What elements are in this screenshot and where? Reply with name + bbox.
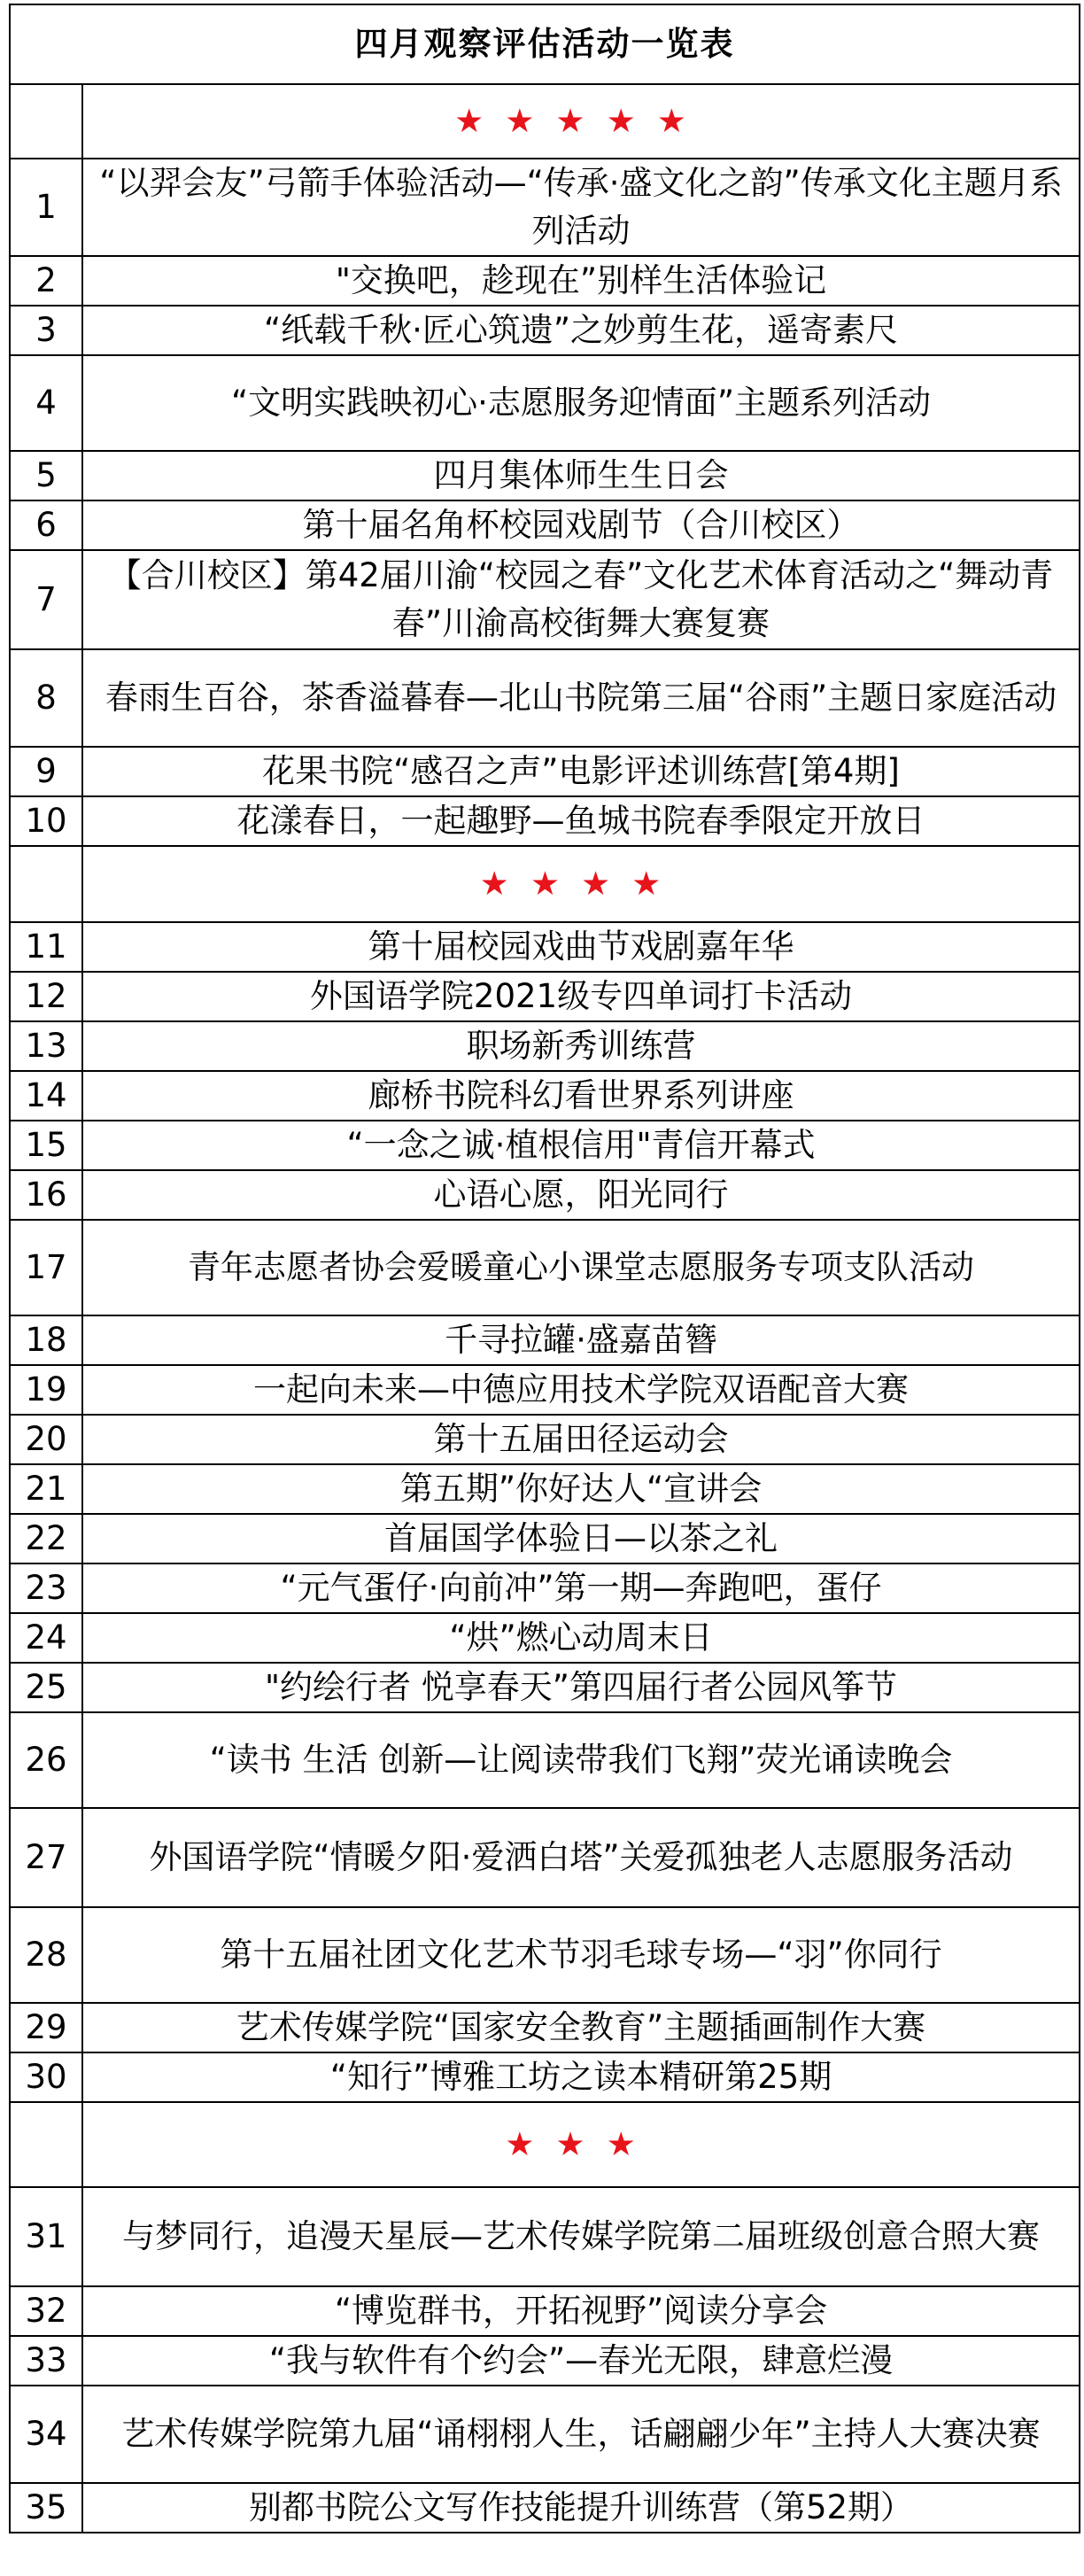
activity-name: 外国语学院“情暖夕阳·爱洒白塔”关爱孤独老人志愿服务活动	[82, 1808, 1080, 1907]
activity-name: 职场新秀训练营	[82, 1021, 1080, 1071]
table-title: 四月观察评估活动一览表	[10, 4, 1080, 84]
activity-name: “知行”博雅工坊之读本精研第25期	[82, 2052, 1080, 2102]
row-number: 16	[10, 1170, 82, 1220]
row-number: 1	[10, 159, 82, 256]
row-number: 12	[10, 972, 82, 1021]
row-number: 33	[10, 2336, 82, 2386]
row-number: 25	[10, 1663, 82, 1712]
table-row	[10, 256, 1080, 306]
activity-name: “一念之诚·植根信用"青信开幕式	[82, 1121, 1080, 1170]
table-row	[10, 2483, 1080, 2533]
row-number: 7	[10, 550, 82, 649]
activity-table-body	[10, 4, 1080, 2533]
row-number: 5	[10, 451, 82, 500]
row-number: 26	[10, 1712, 82, 1808]
table-row	[10, 306, 1080, 355]
row-number: 27	[10, 1808, 82, 1907]
row-number: 15	[10, 1121, 82, 1170]
row-number: 13	[10, 1021, 82, 1071]
tier-row	[10, 846, 1080, 922]
activity-name: 别都书院公文写作技能提升训练营（第52期）	[82, 2483, 1080, 2533]
row-number: 34	[10, 2386, 82, 2483]
row-number: 32	[10, 2286, 82, 2336]
row-number: 10	[10, 796, 82, 846]
table-row	[10, 159, 1080, 256]
row-number: 2	[10, 256, 82, 306]
table-row	[10, 355, 1080, 451]
activity-name: 青年志愿者协会爱暖童心小课堂志愿服务专项支队活动	[82, 1220, 1080, 1315]
row-number: 11	[10, 922, 82, 972]
table-row	[10, 1415, 1080, 1464]
activity-name: 第十五届社团文化艺术节羽毛球专场—“羽”你同行	[82, 1907, 1080, 2003]
table-row	[10, 1464, 1080, 1514]
table-row	[10, 922, 1080, 972]
activity-name: 春雨生百谷，茶香溢暮春—北山书院第三届“谷雨”主题日家庭活动	[82, 649, 1080, 747]
tier-stars: ★★★★	[82, 846, 1080, 922]
activity-name: 与梦同行，追漫天星辰—艺术传媒学院第二届班级创意合照大赛	[82, 2187, 1080, 2286]
tier-stars: ★★★★★	[82, 84, 1080, 159]
row-number: 8	[10, 649, 82, 747]
table-row	[10, 1514, 1080, 1563]
activity-name: “烘”燃心动周末日	[82, 1613, 1080, 1663]
table-row	[10, 1121, 1080, 1170]
table-row	[10, 2003, 1080, 2052]
activity-name: 心语心愿，阳光同行	[82, 1170, 1080, 1220]
activity-name: “以羿会友”弓箭手体验活动—“传承·盛文化之韵”传承文化主题月系列活动	[82, 159, 1080, 256]
tier-number-cell	[10, 846, 82, 922]
activity-name: 艺术传媒学院第九届“诵栩栩人生，话翩翩少年”主持人大赛决赛	[82, 2386, 1080, 2483]
table-row	[10, 1907, 1080, 2003]
table-row	[10, 1663, 1080, 1712]
table-row	[10, 796, 1080, 846]
table-row	[10, 500, 1080, 550]
row-number: 31	[10, 2187, 82, 2286]
table-row	[10, 451, 1080, 500]
table-row	[10, 550, 1080, 649]
activity-name: “博览群书，开拓视野”阅读分享会	[82, 2286, 1080, 2336]
activity-name: 首届国学体验日—以茶之礼	[82, 1514, 1080, 1563]
row-number: 9	[10, 747, 82, 796]
row-number: 23	[10, 1563, 82, 1613]
activity-name: “文明实践映初心·志愿服务迎情面”主题系列活动	[82, 355, 1080, 451]
row-number: 29	[10, 2003, 82, 2052]
row-number: 6	[10, 500, 82, 550]
activity-name: "交换吧，趁现在”别样生活体验记	[82, 256, 1080, 306]
activity-name: “元气蛋仔·向前冲”第一期—奔跑吧，蛋仔	[82, 1563, 1080, 1613]
activity-name: 第十届校园戏曲节戏剧嘉年华	[82, 922, 1080, 972]
table-row	[10, 1808, 1080, 1907]
table-row	[10, 1170, 1080, 1220]
row-number: 28	[10, 1907, 82, 2003]
row-number: 19	[10, 1365, 82, 1415]
activity-name: 花果书院“感召之声”电影评述训练营[第4期]	[82, 747, 1080, 796]
activity-name: 艺术传媒学院“国家安全教育”主题插画制作大赛	[82, 2003, 1080, 2052]
activity-name: 千寻拉罐·盛嘉苗簪	[82, 1315, 1080, 1365]
row-number: 4	[10, 355, 82, 451]
row-number: 22	[10, 1514, 82, 1563]
tier-stars: ★★★	[82, 2102, 1080, 2187]
activity-name: “纸载千秋·匠心筑遗”之妙剪生花，遥寄素尺	[82, 306, 1080, 355]
activity-name: "约绘行者 悦享春天”第四届行者公园风筝节	[82, 1663, 1080, 1712]
activity-table-sheet	[9, 4, 1079, 2533]
activity-name: 【合川校区】第42届川渝“校园之春”文化艺术体育活动之“舞动青春”川渝高校街舞大赛复赛	[82, 550, 1080, 649]
tier-row	[10, 84, 1080, 159]
row-number: 20	[10, 1415, 82, 1464]
row-number: 35	[10, 2483, 82, 2533]
activity-name: 第十届名角杯校园戏剧节（合川校区）	[82, 500, 1080, 550]
table-row	[10, 1613, 1080, 1663]
tier-number-cell	[10, 2102, 82, 2187]
row-number: 14	[10, 1071, 82, 1121]
row-number: 3	[10, 306, 82, 355]
row-number: 24	[10, 1613, 82, 1663]
table-row	[10, 1220, 1080, 1315]
activity-name: 第五期”你好达人“宣讲会	[82, 1464, 1080, 1514]
tier-number-cell	[10, 84, 82, 159]
table-row	[10, 2052, 1080, 2102]
tier-row	[10, 2102, 1080, 2187]
activity-name: 花漾春日，一起趣野—鱼城书院春季限定开放日	[82, 796, 1080, 846]
activity-name: 第十五届田径运动会	[82, 1415, 1080, 1464]
table-row	[10, 1365, 1080, 1415]
row-number: 18	[10, 1315, 82, 1365]
title-row	[10, 4, 1080, 84]
row-number: 30	[10, 2052, 82, 2102]
row-number: 21	[10, 1464, 82, 1514]
table-row	[10, 1563, 1080, 1613]
table-row	[10, 1712, 1080, 1808]
activity-name: “读书 生活 创新—让阅读带我们飞翔”荧光诵读晚会	[82, 1712, 1080, 1808]
activity-name: 廊桥书院科幻看世界系列讲座	[82, 1071, 1080, 1121]
activity-name: “我与软件有个约会”—春光无限，肆意烂漫	[82, 2336, 1080, 2386]
table-row	[10, 649, 1080, 747]
table-row	[10, 1021, 1080, 1071]
activity-name: 一起向未来—中德应用技术学院双语配音大赛	[82, 1365, 1080, 1415]
table-row	[10, 2187, 1080, 2286]
row-number: 17	[10, 1220, 82, 1315]
activity-name: 外国语学院2021级专四单词打卡活动	[82, 972, 1080, 1021]
table-row	[10, 1315, 1080, 1365]
table-row	[10, 747, 1080, 796]
table-row	[10, 972, 1080, 1021]
activity-name: 四月集体师生生日会	[82, 451, 1080, 500]
table-row	[10, 2386, 1080, 2483]
table-row	[10, 1071, 1080, 1121]
table-row	[10, 2286, 1080, 2336]
table-row	[10, 2336, 1080, 2386]
activity-table	[9, 4, 1080, 2533]
